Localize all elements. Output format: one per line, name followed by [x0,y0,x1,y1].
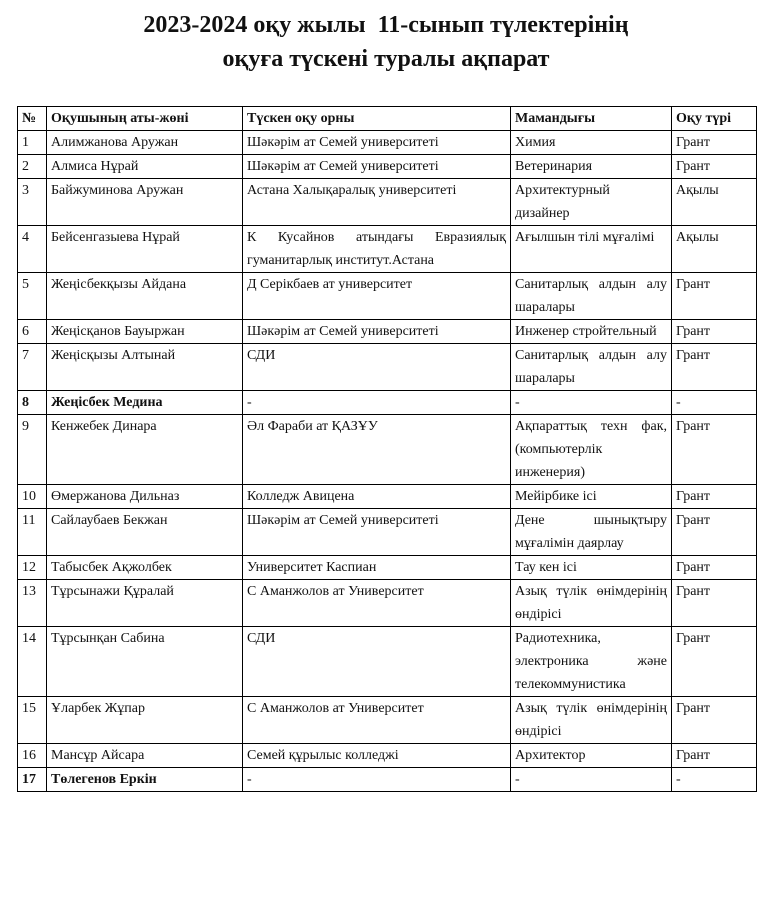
cell-name: Тұрсынажи Құралай [47,580,243,627]
cell-institution: Семей құрылыс колледжі [243,744,511,768]
table-header-row [18,107,757,131]
cell-name: Кенжебек Динара [47,415,243,485]
cell-specialty: - [511,391,672,415]
cell-institution: - [243,391,511,415]
cell-specialty: Архитектор [511,744,672,768]
cell-name: Төлегенов Еркін [47,768,243,792]
cell-name: Өмержанова Дильназ [47,485,243,509]
cell-name: Жеңісбек Медина [47,391,243,415]
cell-name: Алмиса Нұрай [47,155,243,179]
cell-specialty: Санитарлық алдын алу шаралары [511,273,672,320]
table-row [18,344,757,391]
table-row [18,509,757,556]
cell-institution: Әл Фараби ат ҚАЗҰУ [243,415,511,485]
cell-institution: Университет Каспиан [243,556,511,580]
cell-name: Алимжанова Аружан [47,131,243,155]
cell-study-type: Грант [672,131,757,155]
cell-institution: Шәкәрім ат Семей университеті [243,155,511,179]
cell-specialty: Инженер стройтельный [511,320,672,344]
cell-num: 3 [18,179,47,226]
table-row [18,744,757,768]
table-row [18,768,757,792]
cell-institution: С Аманжолов ат Университет [243,580,511,627]
cell-institution: Шәкәрім ат Семей университеті [243,320,511,344]
cell-study-type: Грант [672,273,757,320]
table-row [18,131,757,155]
cell-institution: - [243,768,511,792]
cell-num: 6 [18,320,47,344]
cell-specialty: Дене шынықтыру мұғалімін даярлау [511,509,672,556]
title-line-1: 2023-2024 оқу жылы 11-сынып түлектерінің [143,12,629,38]
table-row [18,320,757,344]
cell-institution: СДИ [243,344,511,391]
cell-institution: Шәкәрім ат Семей университеті [243,131,511,155]
header-specialty: Мамандығы [511,107,672,131]
cell-specialty: Мейірбике ісі [511,485,672,509]
cell-study-type: Ақылы [672,179,757,226]
table-row [18,179,757,226]
cell-num: 15 [18,697,47,744]
cell-institution: К Кусайнов атындағы Евразиялық гуманитарлық институт.Астана [243,226,511,273]
cell-study-type: Грант [672,697,757,744]
cell-study-type: Грант [672,415,757,485]
cell-institution: Д Серікбаев ат университет [243,273,511,320]
cell-institution: Астана Халықаралық университеті [243,179,511,226]
cell-institution: Шәкәрім ат Семей университеті [243,509,511,556]
header-num: № [18,107,47,131]
cell-num: 11 [18,509,47,556]
cell-institution: С Аманжолов ат Университет [243,697,511,744]
cell-num: 14 [18,627,47,697]
cell-num: 17 [18,768,47,792]
cell-study-type: - [672,768,757,792]
cell-specialty: Химия [511,131,672,155]
table-row [18,273,757,320]
table-row [18,155,757,179]
cell-name: Табысбек Ақжолбек [47,556,243,580]
cell-num: 12 [18,556,47,580]
cell-study-type: Грант [672,344,757,391]
table-row [18,627,757,697]
cell-name: Бейсенгазыева Нұрай [47,226,243,273]
cell-name: Жеңісқанов Бауыржан [47,320,243,344]
cell-num: 10 [18,485,47,509]
cell-study-type: Ақылы [672,226,757,273]
graduates-table [17,106,757,792]
cell-name: Сайлаубаев Бекжан [47,509,243,556]
table-row [18,415,757,485]
header-institution: Түскен оқу орны [243,107,511,131]
cell-study-type: Грант [672,580,757,627]
cell-study-type: Грант [672,744,757,768]
cell-name: Ұларбек Жұпар [47,697,243,744]
cell-name: Байжуминова Аружан [47,179,243,226]
cell-num: 8 [18,391,47,415]
table-row [18,485,757,509]
cell-specialty: Радиотехника, электроника және телекоммунистика [511,627,672,697]
cell-name: Жеңісқызы Алтынай [47,344,243,391]
cell-specialty: Архитектурный дизайнер [511,179,672,226]
cell-num: 4 [18,226,47,273]
cell-num: 5 [18,273,47,320]
cell-specialty: Ақпараттық техн фак, (компьютерлік инженерия) [511,415,672,485]
table-row [18,580,757,627]
title-line-2: оқуға түскені туралы ақпарат [222,46,550,72]
cell-specialty: Азық түлік өнімдерінің өндірісі [511,580,672,627]
cell-specialty: Ағылшын тілі мұғалімі [511,226,672,273]
table-row [18,697,757,744]
cell-study-type: Грант [672,485,757,509]
cell-study-type: Грант [672,556,757,580]
cell-study-type: Грант [672,509,757,556]
cell-num: 13 [18,580,47,627]
cell-study-type: Грант [672,155,757,179]
header-name: Оқушының аты-жөні [47,107,243,131]
cell-study-type: Грант [672,627,757,697]
table-row [18,391,757,415]
cell-num: 7 [18,344,47,391]
cell-study-type: - [672,391,757,415]
cell-specialty: Азық түлік өнімдерінің өндірісі [511,697,672,744]
cell-specialty: Ветеринария [511,155,672,179]
cell-institution: Колледж Авицена [243,485,511,509]
table-row [18,226,757,273]
cell-num: 9 [18,415,47,485]
cell-num: 1 [18,131,47,155]
cell-name: Тұрсынқан Сабина [47,627,243,697]
cell-institution: СДИ [243,627,511,697]
document-title [0,8,772,76]
cell-num: 16 [18,744,47,768]
cell-name: Жеңісбекқызы Айдана [47,273,243,320]
cell-specialty: Санитарлық алдын алу шаралары [511,344,672,391]
header-study-type: Оқу түрі [672,107,757,131]
cell-name: Мансұр Айсара [47,744,243,768]
cell-study-type: Грант [672,320,757,344]
cell-specialty: - [511,768,672,792]
cell-specialty: Тау кен ісі [511,556,672,580]
cell-num: 2 [18,155,47,179]
table-row [18,556,757,580]
